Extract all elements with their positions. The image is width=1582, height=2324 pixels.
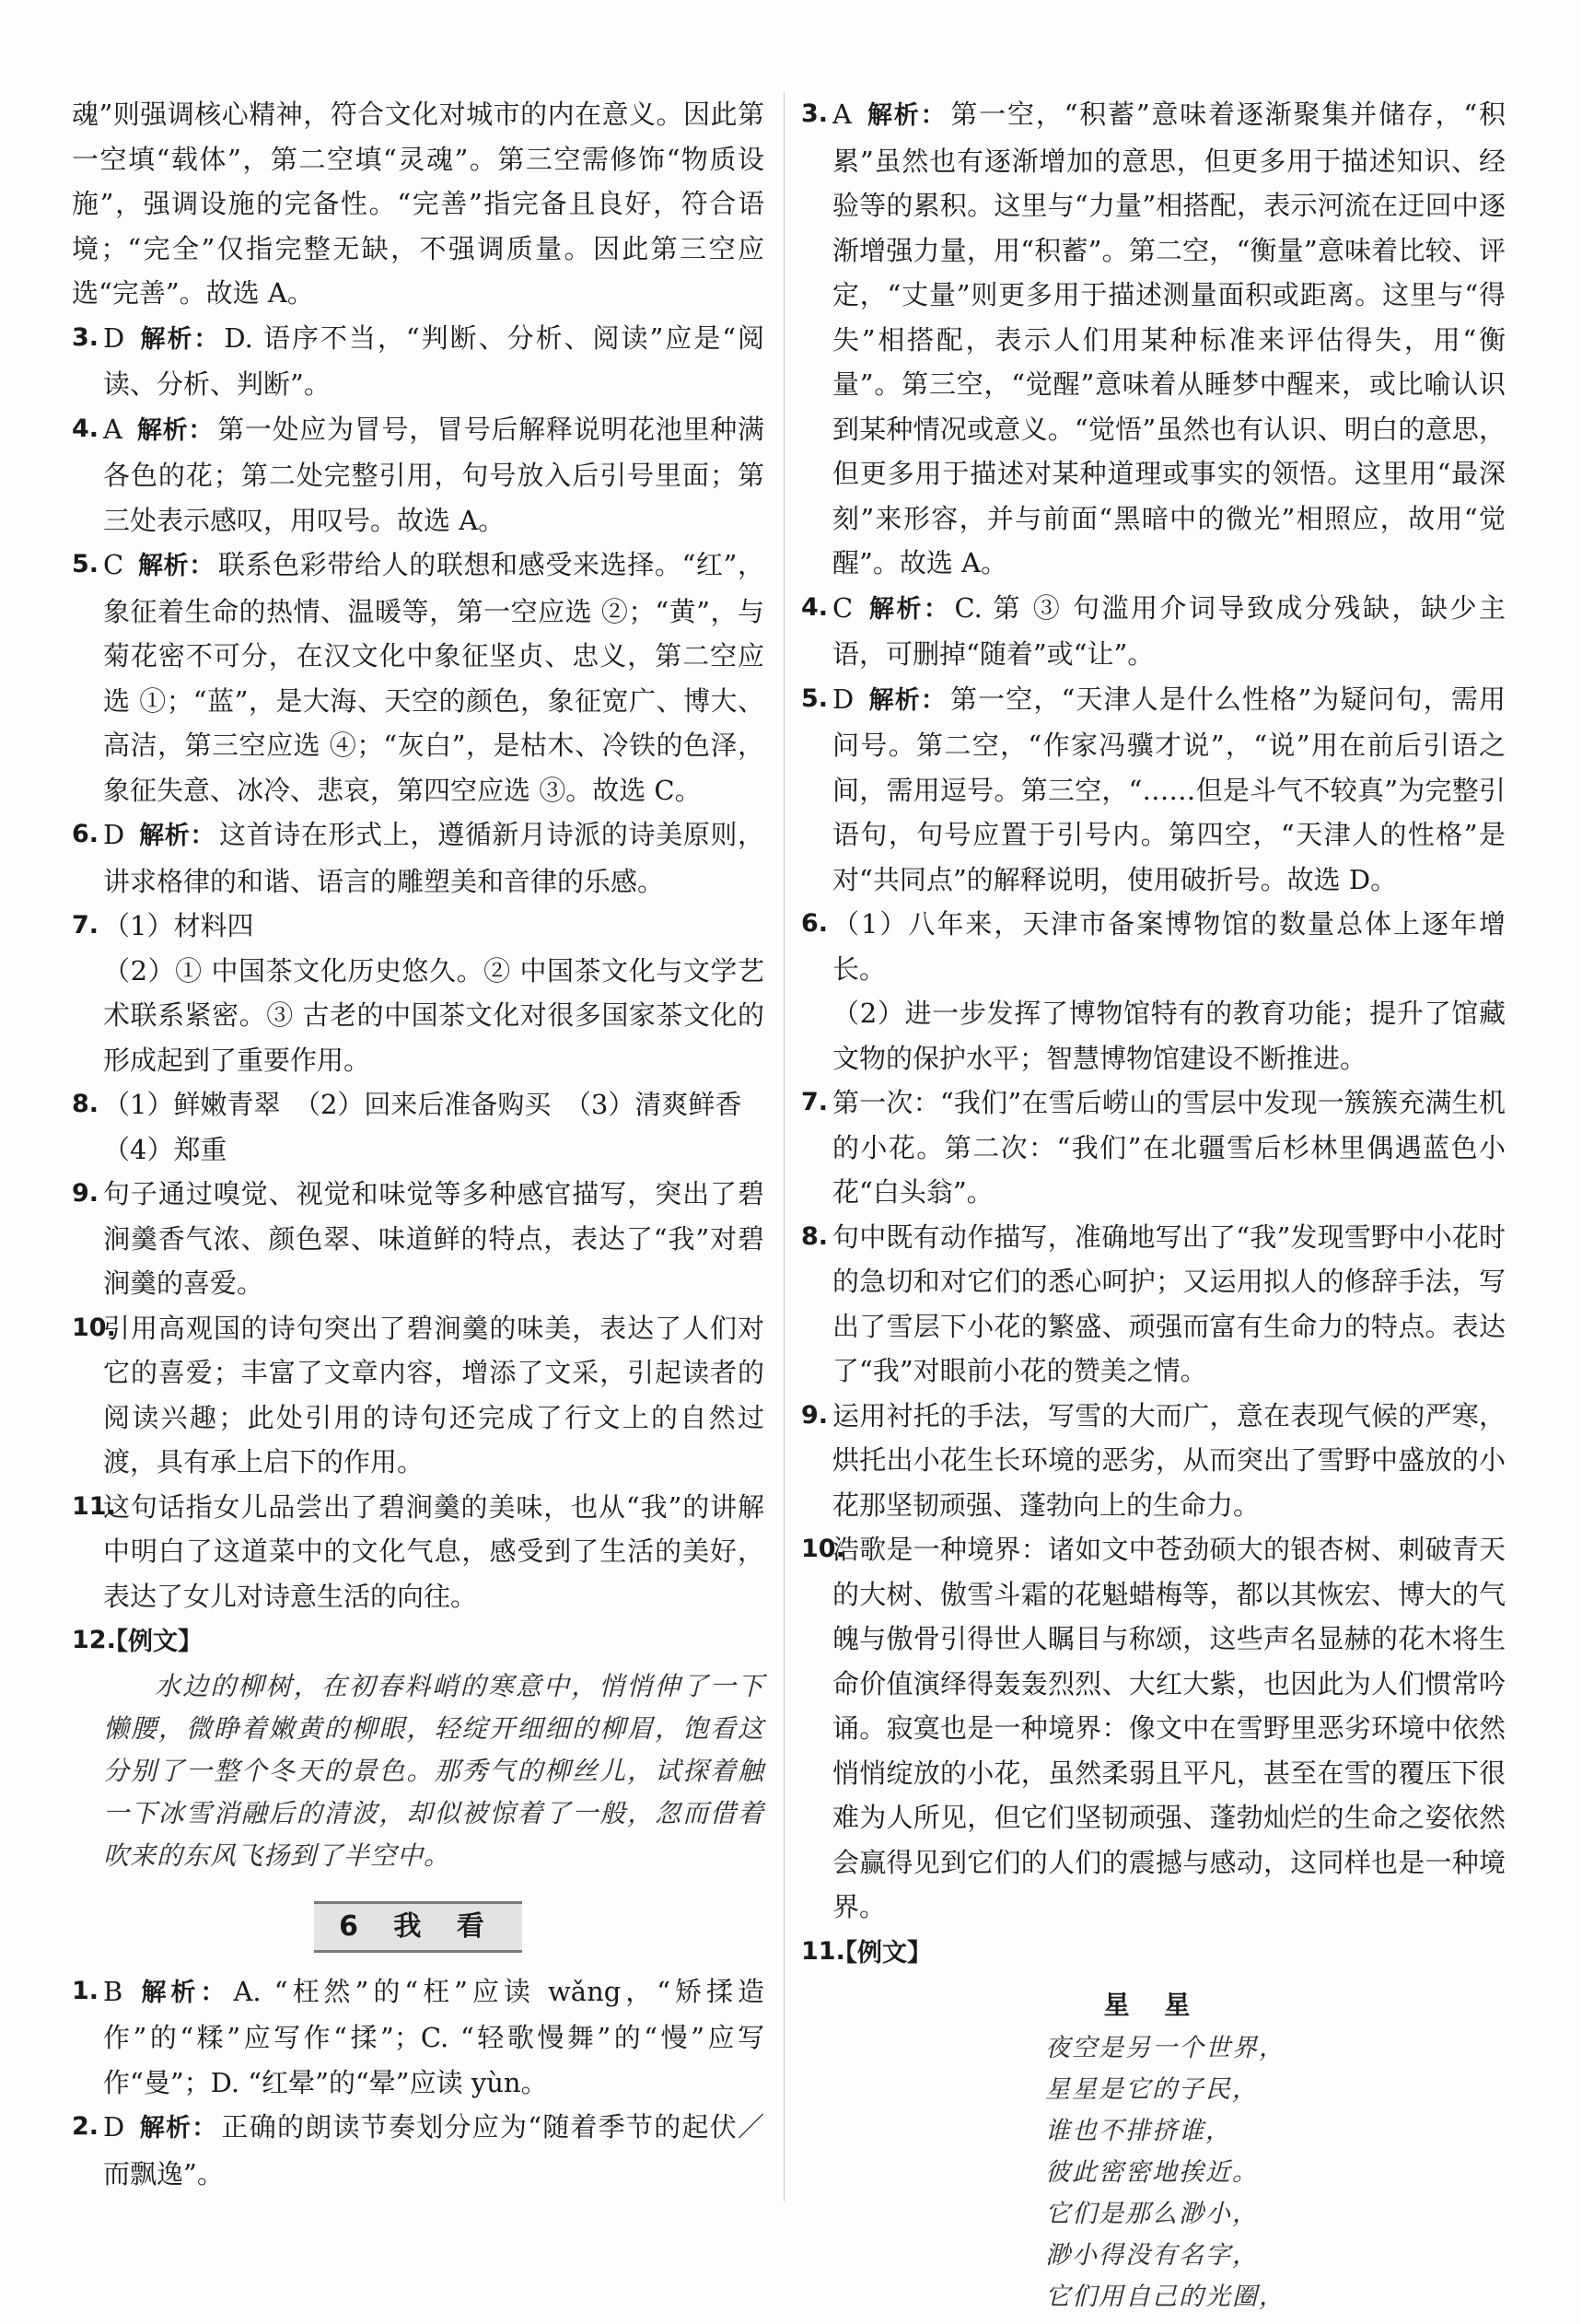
section-answer-item-1 — [72, 1969, 764, 2106]
answer-letter: D — [103, 2111, 125, 2143]
answer-text: 第一处应为冒号，冒号后解释说明花池里种满各色的花；第二处完整引用，句号放入后引号里面；第三处表示感叹，用叹号。故选 A。 — [103, 413, 764, 536]
item-number: 11. — [72, 1491, 116, 1521]
poem-line: 渺小得没有名字， — [1045, 2241, 1259, 2270]
answer-item-5 — [72, 543, 764, 812]
answer-item-7 — [801, 1080, 1506, 1215]
item-number: 8. — [801, 1221, 829, 1251]
answer-item-11 — [801, 1930, 1506, 1977]
answer-item-11 — [72, 1485, 764, 1619]
right-column — [801, 92, 1506, 2318]
answer-item-4 — [801, 586, 1506, 677]
answer-item-4 — [72, 407, 764, 543]
item-number: 8. — [72, 1090, 99, 1118]
item-number: 4. — [72, 414, 99, 443]
poem-line: 它们是那么渺小， — [1045, 2200, 1259, 2228]
item-number: 4. — [801, 592, 829, 622]
analysis-label: 解析： — [868, 594, 951, 624]
answer-part-2: （2）① 中国茶文化历史悠久。② 中国茶文化与文学艺术联系紧密。③ 古老的中国茶文化对很多国家茶文化的形成起到了重要作用。 — [103, 954, 764, 1076]
answer-text: 这句话指女儿品尝出了碧涧羹的美味，也从“我”的讲解中明白了这道菜中的文化气息，感受到了生活的美好，表达了女儿对诗意生活的向往。 — [103, 1490, 764, 1612]
answer-text: A. “枉然”的“枉”应读 wǎng，“矫揉造作”的“糅”应写作“揉”；C. “轻歌慢舞”的“慢”应写作“曼”；D. “红晕”的“晕”应读 yùn。 — [103, 1975, 765, 2098]
answer-item-9 — [72, 1172, 764, 1306]
poem-line: 它们用自己的光圈， — [1045, 2283, 1285, 2311]
answer-text: 引用高观国的诗句突出了碧涧羹的味美，表达了人们对它的喜爱；丰富了文章内容，增添了文采，引起读者的阅读兴趣；此处引用的诗句还完成了行文上的自然过渡，具有承上启下的作用。 — [103, 1312, 764, 1477]
answer-item-3 — [801, 92, 1506, 586]
answer-item-12 — [72, 1618, 764, 1665]
item-number: 7. — [801, 1088, 829, 1116]
analysis-label: 解析： — [140, 324, 221, 354]
answer-letter: A — [103, 413, 122, 445]
answer-text: 浩歌是一种境界：诸如文中苍劲硕大的银杏树、刺破青天的大树、傲雪斗霜的花魁蜡梅等，都以其恢宏、博大的气魄与傲骨引得世人瞩目与称颂，这些声名显赫的花木将生命价值演绎得轰轰烈烈、大红大紫，也因此为人们惯常吟诵。寂寞也是一种境界：像文中在雪野里恶劣环境中依然悄悄绽放的小花，虽然柔弱且平凡，甚至在雪的覆压下很难为人所见，但它们坚韧顽强、蓬勃灿烂的生命之姿依然会赢得见到它们的人们的震撼与感动，这同样也是一种境界。 — [832, 1534, 1506, 1922]
section-answer-item-2 — [72, 2105, 764, 2196]
answer-item-6 — [72, 812, 764, 904]
item-number: 12. — [72, 1626, 116, 1654]
answer-letter: B — [103, 1975, 123, 2007]
answer-part-1: （1）鲜嫩青翠 （2）回来后准备购买 （3）清爽鲜香 — [103, 1089, 742, 1120]
sample-essay: 水边的柳树，在初春料峭的寒意中，悄悄伸了一下懒腰，微睁着嫩黄的柳眼，轻绽开细细的柳眉，饱看这分别了一整个冬天的景色。那秀气的柳丝儿，试探着触一下冰雪消融后的清波，却似被惊着了一般，忽而借着吹来的东风飞扬到了半空中。 — [103, 1670, 764, 1871]
answer-text: 运用衬托的手法，写雪的大而广，意在表现气候的严寒，烘托出小花生长环境的恶劣，从而突出了雪野中盛放的小花那坚韧顽强、蓬勃向上的生命力。 — [832, 1399, 1506, 1521]
analysis-label: 解析： — [868, 685, 947, 715]
analysis-label: 解析： — [139, 2114, 218, 2143]
poem-line: 星星是它的子民， — [1045, 2075, 1259, 2104]
answer-part-1: （1）材料四 — [103, 910, 254, 941]
answer-text: 第一空，“天津人是什么性格”为疑问句，需用问号。第二空，“作家冯骥才说”，“说”用在前后引语之间，需用逗号。第三空，“……但是斗气不较真”为完整引语句，句号应置于引号内。第四空，“天津人的性格”是对“共同点”的解释说明，使用破折号。故选 D。 — [832, 683, 1506, 895]
item-number: 10. — [801, 1535, 845, 1563]
answer-letter: D — [103, 321, 125, 354]
answer-item-10 — [72, 1306, 764, 1485]
item-number: 9. — [72, 1179, 99, 1208]
answer-item-5 — [801, 677, 1506, 903]
answer-letter: D — [832, 683, 855, 715]
answer-letter: C — [832, 591, 854, 624]
left-column — [72, 92, 764, 2196]
item-number: 6. — [72, 820, 99, 848]
answer-text: 联系色彩带给人的联想和感受来选择。“红”，象征着生命的热情、温暖等，第一空应选 ②；“黄”，与菊花密不可分，在汉文化中象征坚贞、忠义，第二空应选 ①；“蓝”，是大海、天空的颜色，象征宽广、博大、高洁，第三空应选 ④；“灰白”，是枯木、冷铁的色泽，象征失意、冰冷、悲哀，第四空应选 ③。故选 C。 — [103, 549, 765, 806]
intro-paragraph: 魂”则强调核心精神，符合文化对城市的内在意义。因此第一空填“载体”，第二空填“灵魂”。第三空需修饰“物质设施”，强调设施的完备性。“完善”指完备且良好，符合语境；“完全”仅指完整无缺，不强调质量。因此第三空应选“完善”。故选 A。 — [72, 99, 764, 309]
poem-line: 彼此密密地挨近。 — [1045, 2158, 1259, 2187]
item-number: 5. — [801, 683, 829, 713]
answer-text: D. 语序不当，“判断、分析、阅读”应是“阅读、分析、判断”。 — [103, 321, 765, 400]
sample-essay-label: 【例文】 — [832, 1938, 932, 1968]
sample-essay-label: 【例文】 — [103, 1628, 203, 1656]
answer-item-8 — [72, 1082, 764, 1127]
answer-text: 正确的朗读节奏划分应为“随着季节的起伏／而飘逸”。 — [103, 2111, 765, 2190]
answer-item-7 — [72, 904, 764, 949]
item-number: 3. — [72, 322, 99, 352]
poem-line: 夜空是另一个世界， — [1045, 2034, 1285, 2062]
analysis-label: 解析： — [136, 415, 215, 445]
answer-item-8 — [801, 1215, 1506, 1394]
answer-item-10 — [801, 1527, 1506, 1930]
answer-item-9 — [801, 1394, 1506, 1528]
answer-text: 句子通过嗅觉、视觉和味觉等多种感官描写，突出了碧涧羹香气浓、颜色翠、味道鲜的特点，表达了“我”对碧涧羹的喜爱。 — [103, 1178, 764, 1299]
item-number: 10. — [72, 1313, 116, 1342]
answer-letter: C — [103, 549, 124, 580]
item-number: 6. — [801, 909, 829, 938]
analysis-label: 解析： — [867, 101, 948, 130]
item-number: 3. — [801, 99, 829, 128]
column-divider — [784, 92, 785, 2201]
poem-line: 谁也不排挤谁， — [1045, 2117, 1232, 2145]
answer-text: 句中既有动作描写，准确地写出了“我”发现雪野中小花时的急切和对它们的悉心呵护；又运用拟人的修辞手法，写出了雪层下小花的繁盛、顽强而富有生命力的特点。表达了“我”对眼前小花的赞美之情。 — [832, 1220, 1506, 1386]
answer-text: C. 第 ③ 句滥用介词导致成分残缺，缺少主语，可删掉“随着”或“让”。 — [832, 591, 1506, 670]
answer-letter: A — [832, 99, 852, 130]
analysis-label: 解析： — [141, 1978, 230, 2007]
answer-text: 第一次：“我们”在雪后崂山的雪层中发现一簇簇充满生机的小花。第二次：“我们”在北疆雪后杉林里偶遇蓝色小花“白头翁”。 — [832, 1087, 1506, 1208]
answer-part-1: （1）八年来，天津市备案博物馆的数量总体上逐年增长。 — [832, 908, 1506, 985]
item-number: 9. — [801, 1400, 829, 1430]
answer-part-2: （2）进一步发挥了博物馆特有的教育功能；提升了馆藏文物的保护水平；智慧博物馆建设不断推进。 — [832, 998, 1506, 1074]
answer-item-6 — [801, 902, 1506, 991]
answer-item-3 — [72, 316, 764, 407]
answer-text: 第一空，“积蓄”意味着逐渐聚集并储存，“积累”虽然也有逐渐增加的意思，但更多用于描述知识、经验等的累积。这里与“力量”相搭配，表示河流在迂回中逐渐增强力量，用“积蓄”。第二空，“衡量”意味着比较、评定，“丈量”则更多用于描述测量面积或距离。这里与“得失”相搭配，表示人们用某种标准来评估得失，用“衡量”。第三空，“觉醒”意味着从睡梦中醒来，或比喻认识到某种情况或意义。“觉悟”虽然也有认识、明白的意思，但更多用于描述对某种道理或事实的领悟。这里用“最深刻”来形容，并与前面“黑暗中的微光”相照应，故用“觉醒”。故选 A。 — [832, 99, 1506, 578]
poem-title: 星 星 — [1103, 1990, 1204, 2020]
item-number: 11. — [801, 1936, 845, 1966]
answer-part-2: （4）郑重 — [103, 1133, 227, 1165]
item-number: 5. — [72, 550, 99, 578]
section-heading: 6 我 看 — [314, 1901, 522, 1953]
item-number: 2. — [72, 2112, 99, 2141]
analysis-label: 解析： — [138, 552, 215, 580]
item-number: 7. — [72, 911, 99, 940]
analysis-label: 解析： — [139, 822, 216, 850]
item-number: 1. — [72, 1976, 99, 2005]
answer-letter: D — [103, 819, 125, 850]
answer-text: 这首诗在形式上，遵循新月诗派的诗美原则，讲求格律的和谐、语言的雕塑美和音律的乐感。 — [103, 819, 765, 897]
